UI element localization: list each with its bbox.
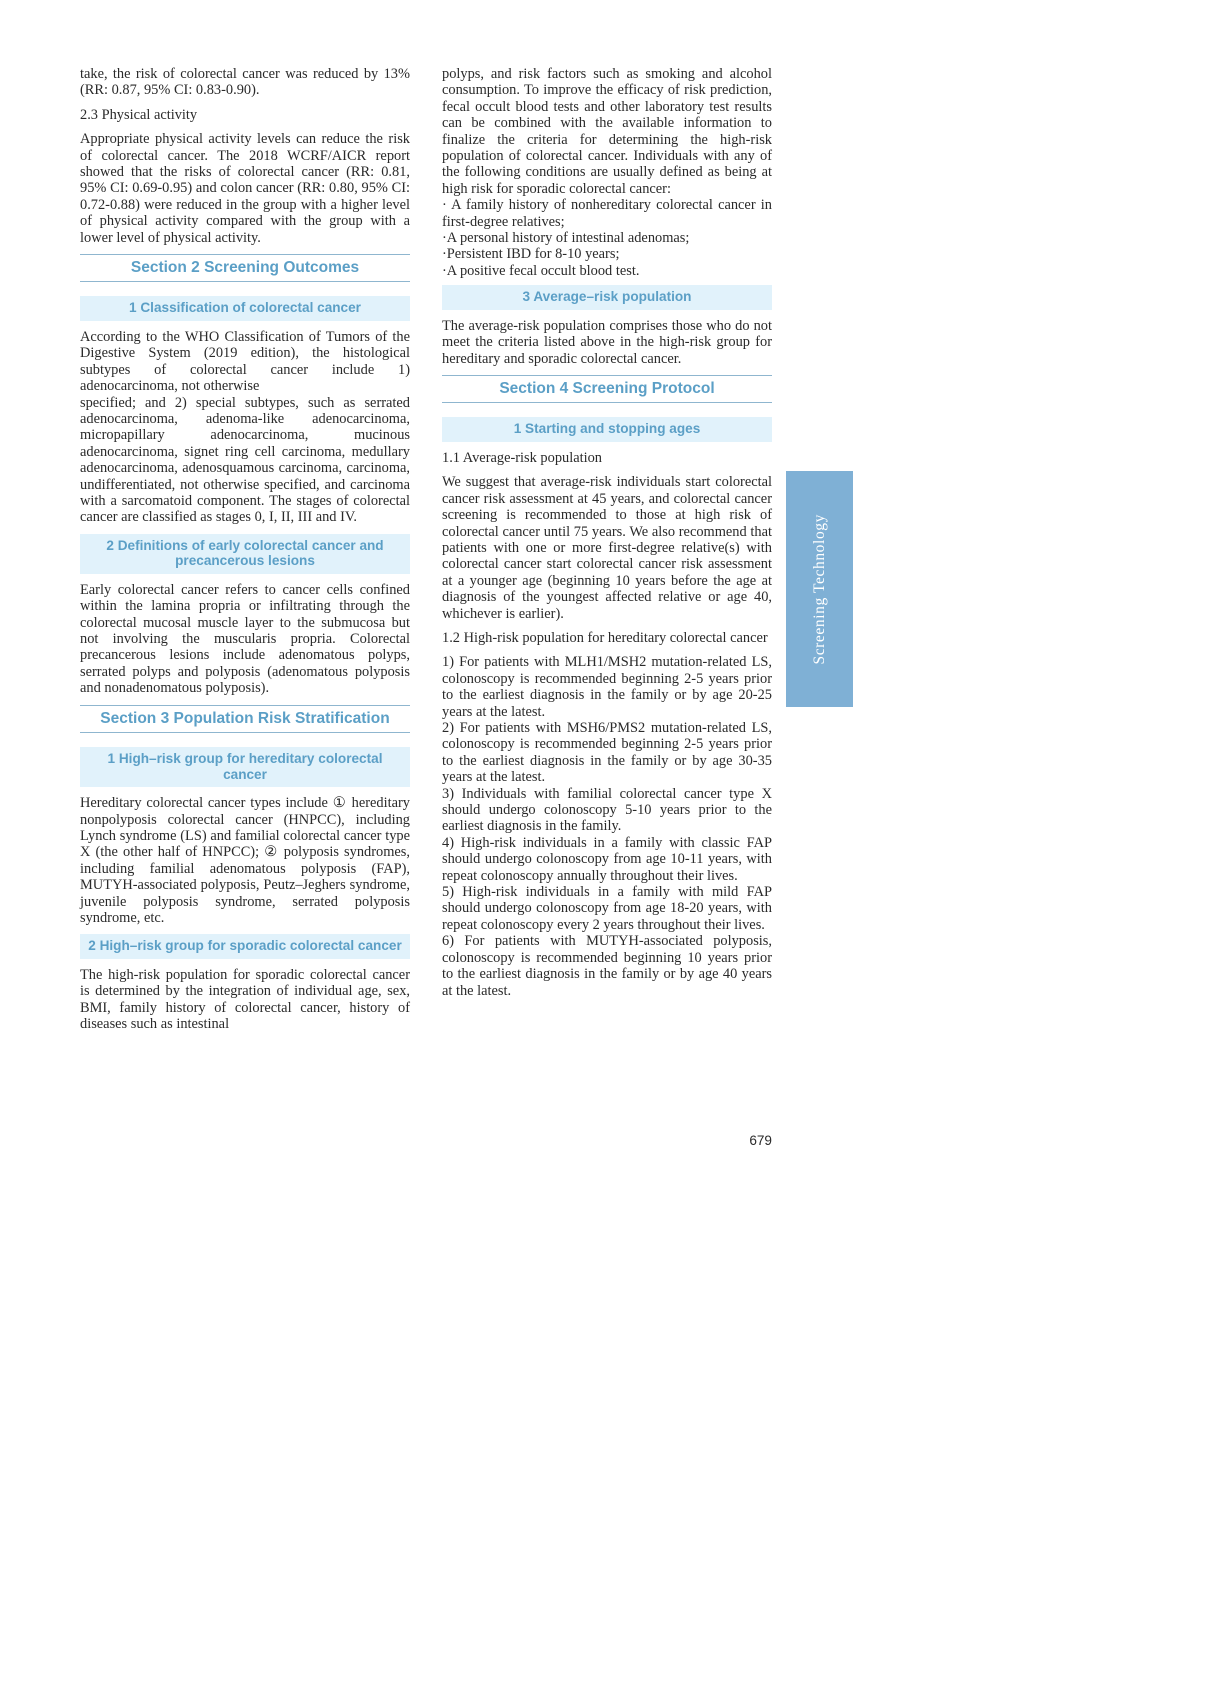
box-heading-starting-ages: 1 Starting and stopping ages bbox=[442, 417, 772, 442]
list-item: ·A positive fecal occult blood test. bbox=[442, 262, 640, 279]
box-heading-average-risk: 3 Average–risk population bbox=[442, 285, 772, 310]
section-heading-risk-stratification: Section 3 Population Risk Stratification bbox=[80, 705, 410, 733]
section-heading-screening-outcomes: Section 2 Screening Outcomes bbox=[80, 254, 410, 282]
paragraph-sporadic: The high-risk population for sporadic colorectal cancer is determined by the integration of individual age, sex, BMI, family history of colorectal cancer, history of diseases such as intestinal bbox=[80, 966, 410, 1033]
subheading-hereditary: 1.2 High-risk population for hereditary colorectal cancer bbox=[442, 629, 768, 646]
right-column bbox=[442, 66, 772, 999]
list-item: 6) For patients with MUTYH-associated polyposis, colonoscopy is recommended beginning 10 years prior to the earliest diagnosis in the family or by age 40 years at the latest. bbox=[442, 933, 772, 999]
paragraph-risk-factors: polyps, and risk factors such as smoking and alcohol consumption. To improve the efficacy of risk prediction, fecal occult blood tests and other laboratory test results can be combined with the available information to finalize the criteria for determining the high-risk population of colorectal cancer. Individuals with any of the following conditions are usually defined as being at high risk for sporadic colorectal cancer: bbox=[442, 66, 772, 197]
section-heading-screening-protocol: Section 4 Screening Protocol bbox=[442, 375, 772, 403]
paragraph-physical-activity: Appropriate physical activity levels can reduce the risk of colorectal cancer. The 2018 WCRF/AICR report showed that the risks of colorectal cancer (RR: 0.81, 95% CI: 0.69-0.95) and colon cancer (RR: 0.80, 95% CI: 0.72-0.88) were reduced in the group with a higher level of physical activity compared with the group with a lower level of physical activity. bbox=[80, 131, 410, 246]
list-item: 2) For patients with MSH6/PMS2 mutation-related LS, colonoscopy is recommended beginning 2-5 years prior to the earliest diagnosis in the family or by age 30-35 years at the latest. bbox=[442, 720, 772, 786]
paragraph-classification-cont: specified; and 2) special subtypes, such as serrated adenocarcinoma, adenoma-like adenocarcinoma, micropapillary adenocarcinoma, mucinous adenocarcinoma, signet ring cell carcinoma, medullary adenocarcinoma, adenosquamous carcinoma, carcinoma, undifferentiated, not otherwise specified, and carcinoma with a sarcomatoid component. The stages of colorectal cancer are classified as stages 0, I, II, III and IV. bbox=[80, 394, 410, 526]
paragraph-definitions: Early colorectal cancer refers to cancer cells confined within the lamina propria or infiltrating through the colorectal mucosal muscle layer to the submucosa but not involving the muscularis propria. Colorectal precancerous lesions include adenomatous polyps, serrated polyps and polyposis (adenomatous polyposis and nonadenomatous polyposis). bbox=[80, 581, 410, 697]
box-heading-hereditary: 1 High–risk group for hereditary colorectal cancer bbox=[80, 747, 410, 787]
list-item: ·Persistent IBD for 8-10 years; bbox=[442, 246, 620, 263]
paragraph-average-risk: The average-risk population comprises those who do not meet the criteria listed above in the high-risk group for hereditary and sporadic colorectal cancer. bbox=[442, 317, 772, 367]
list-item: 3) Individuals with familial colorectal cancer type X should undergo colonoscopy 5-10 years prior to the earliest diagnosis in the family. bbox=[442, 785, 772, 835]
list-item: 5) High-risk individuals in a family with mild FAP should undergo colonoscopy from age 18-20 years, with repeat colonoscopy every 2 years throughout their lives. bbox=[442, 884, 772, 933]
left-column bbox=[80, 66, 410, 1040]
paragraph-starting-ages: We suggest that average-risk individuals start colorectal cancer risk assessment at 45 years, and colorectal cancer screening is recommended to those at high risk of colorectal cancer until 75 years. We also recommend that patients with one or more first-degree relative(s) with colorectal cancer start colorectal cancer risk assessment at a younger age (beginning 10 years before the age at diagnosis of the youngest affected relative or age 40, whichever is earlier). bbox=[442, 474, 772, 622]
list-item: ·A personal history of intestinal adenomas; bbox=[442, 230, 690, 247]
paragraph-hereditary: Hereditary colorectal cancer types include ① hereditary nonpolyposis colorectal cancer (HNPCC), including Lynch syndrome (LS) and familial colorectal cancer type X (the other half of HNPCC); ② polyposis syndromes, including familial adenomatous polyposis (FAP), MUTYH-associated polyposis, Peutz–Jeghers syndrome, juvenile polyposis syndrome, serrated polyposis syndrome, etc. bbox=[80, 795, 410, 926]
subheading-physical-activity: 2.3 Physical activity bbox=[80, 106, 198, 123]
side-tab-label: Screening Technology bbox=[810, 513, 828, 665]
list-item: 1) For patients with MLH1/MSH2 mutation-related LS, colonoscopy is recommended beginning 2-5 years prior to the earliest diagnosis in the family or by age 20-25 years at the latest. bbox=[442, 654, 772, 720]
paragraph-classification: According to the WHO Classification of Tumors of the Digestive System (2019 edition), the histological subtypes of colorectal cancer include 1) adenocarcinoma, not otherwise bbox=[80, 328, 410, 395]
subheading-average-risk: 1.1 Average-risk population bbox=[442, 449, 602, 466]
list-item: 4) High-risk individuals in a family with classic FAP should undergo colonoscopy from age 10-11 years, with repeat colonoscopy annually throughout their lives. bbox=[442, 834, 772, 884]
box-heading-classification: 1 Classification of colorectal cancer bbox=[80, 296, 410, 321]
box-heading-sporadic: 2 High–risk group for sporadic colorectal cancer bbox=[80, 934, 410, 959]
list-item: · A family history of nonhereditary colorectal cancer in first-degree relatives; bbox=[442, 197, 772, 230]
paragraph-intro: take, the risk of colorectal cancer was reduced by 13% (RR: 0.87, 95% CI: 0.83-0.90). bbox=[80, 66, 410, 99]
page-number: 679 bbox=[749, 1133, 772, 1148]
box-heading-definitions: 2 Definitions of early colorectal cancer and precancerous lesions bbox=[80, 534, 410, 574]
side-tab bbox=[786, 471, 853, 707]
